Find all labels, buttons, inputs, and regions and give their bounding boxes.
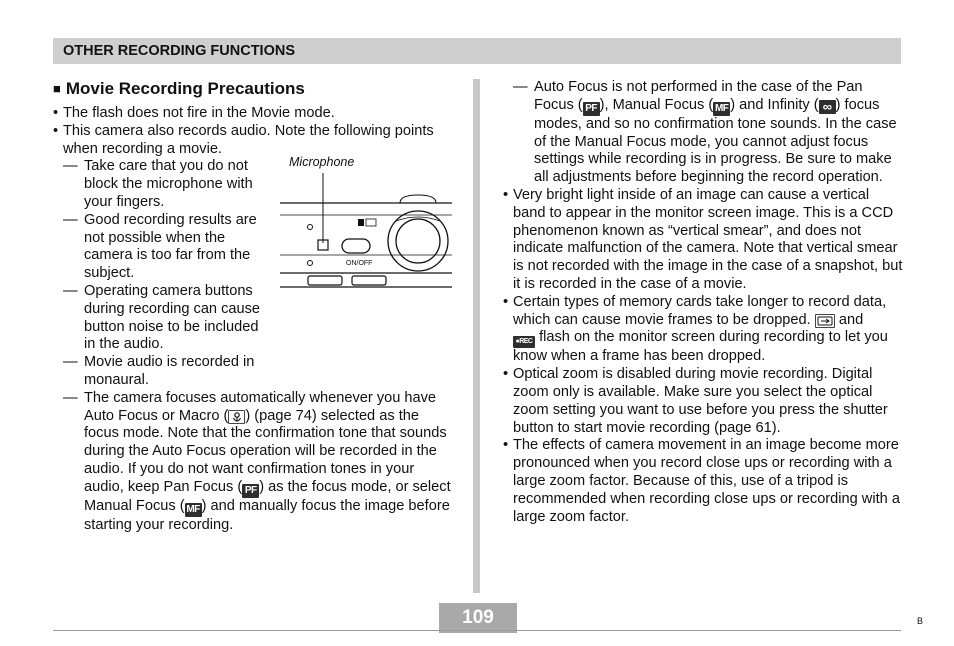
sub-list-item-text: ) (page 74) selected as the focus mode. Note that the confirmation tone that sounds during the Auto Focus operation will be recorded in the audio. If you do not want confirmation tones in your audio, keep Pan Focus ( (84, 407, 447, 495)
page-title-text: Movie Recording Precautions (65, 79, 305, 98)
list-item-text: The effects of camera movement in an image become more pronounced when you record close ups or recording with a large zoom factor. Because of this, use of a tripod is recommended when recording close ups or recording with a large zoom factor. (513, 437, 900, 525)
list-item (53, 123, 453, 159)
bullet-marker: • (503, 437, 509, 454)
dash-marker: — (63, 211, 78, 228)
list-item (53, 105, 453, 123)
section-header (53, 38, 901, 64)
sub-list-item (53, 390, 453, 535)
footer-mark: B (917, 616, 924, 626)
footer-rule (53, 630, 901, 631)
sub-list-item (53, 212, 269, 283)
list-item-text: This camera also records audio. Note the following points when recording a movie. (63, 122, 434, 157)
sub-list-item-text: Good recording results are not possible when the camera is too far from the subject. (84, 211, 257, 282)
sub-list-item-text: Take care that you do not block the microphone with your fingers. (84, 158, 253, 210)
page-title (53, 79, 453, 100)
list-item (503, 437, 905, 526)
sub-list-item (53, 283, 269, 354)
list-item-text: Optical zoom is disabled during movie recording. Digital zoom only is available. Make sure you select the optical zoom setting you want to use before you press the shutter button to start movie recording (page 61). (513, 366, 888, 436)
manual-focus-icon: MF (186, 503, 200, 515)
sub-list-item-text: ) focus modes, and so no confirmation tone sounds. In the case of the Manual Focus mode, you cannot adjust focus settings while recording is in progress. Be sure to make all adjustments before beginning the record operation. (534, 96, 897, 186)
square-bullet-icon: ■ (53, 81, 61, 96)
sub-list-item-text: Movie audio is recorded in monaural. (84, 354, 255, 388)
dash-marker: — (63, 389, 78, 406)
sub-list-item-text: Auto Focus is not performed in the case of the Pan Focus ( (534, 79, 863, 113)
sub-list-item-text: The camera focuses automatically whenever you have Auto Focus or Macro ( (84, 389, 437, 424)
on-off-label: ON/OFF (346, 260, 373, 267)
page-number (439, 603, 517, 633)
list-item (503, 366, 905, 437)
list-item (503, 187, 905, 294)
page-number-text: 109 (462, 607, 494, 628)
list-item-text: flash on the monitor screen during recording to let you know when a frame has been dropped. (513, 329, 888, 365)
dash-marker: — (63, 354, 78, 371)
list-item-text: Very bright light inside of an image can cause a vertical band to appear in the monitor screen image. This is a CCD phenomenon known as “vertical smear”, and does not indicate malfunction of the camera. Note that vertical smear is not recorded with the image in the case of a snapshot, but it is recorded in the case of a movie. (513, 186, 903, 292)
dash-marker: — (513, 79, 528, 95)
sub-list-item-text: ) and Infinity ( (730, 96, 819, 113)
sub-list-item-text: Operating camera buttons during recording can cause button noise to be included in the audio. (84, 282, 261, 353)
camera-top-view (280, 155, 452, 305)
list-item-text: Certain types of memory cards take longer to record data, which can cause movie frames to be dropped. (513, 293, 887, 328)
sub-list-item-text: ), Manual Focus ( (599, 96, 714, 113)
dash-marker: — (63, 158, 78, 175)
infinity-icon: ∞ (819, 100, 836, 114)
bullet-marker: • (53, 105, 59, 121)
pan-focus-icon: PF (583, 102, 600, 116)
column-divider (473, 79, 480, 593)
pan-focus-icon: PF (242, 484, 259, 498)
camera-microphone-illustration (280, 155, 452, 305)
list-item (503, 294, 905, 366)
sub-list-item (53, 158, 269, 211)
bullet-marker: • (53, 122, 59, 139)
right-column (503, 79, 905, 526)
macro-flower-icon (228, 410, 245, 424)
bullet-marker: • (503, 293, 509, 310)
sub-list-item-text: ) as the focus mode, or select Manual Focus ( (84, 478, 451, 514)
left-column (53, 79, 453, 535)
figure-label: Microphone (289, 155, 355, 169)
list-item-text: The flash does not fire in the Movie mode. (63, 105, 335, 121)
sub-list-item-text: ) and manually focus the image before starting your recording. (84, 497, 450, 533)
bullet-marker: • (503, 186, 509, 203)
bullet-marker: • (503, 366, 509, 383)
list-item-text: and (838, 311, 864, 328)
rec-icon: ●REC (513, 336, 535, 348)
dropped-frame-card-icon (815, 314, 835, 328)
sub-list-item (503, 79, 905, 187)
manual-focus-icon: MF (714, 102, 729, 114)
dash-marker: — (63, 282, 78, 299)
sub-list-item (53, 354, 269, 390)
section-header-title: OTHER RECORDING FUNCTIONS (63, 43, 295, 59)
